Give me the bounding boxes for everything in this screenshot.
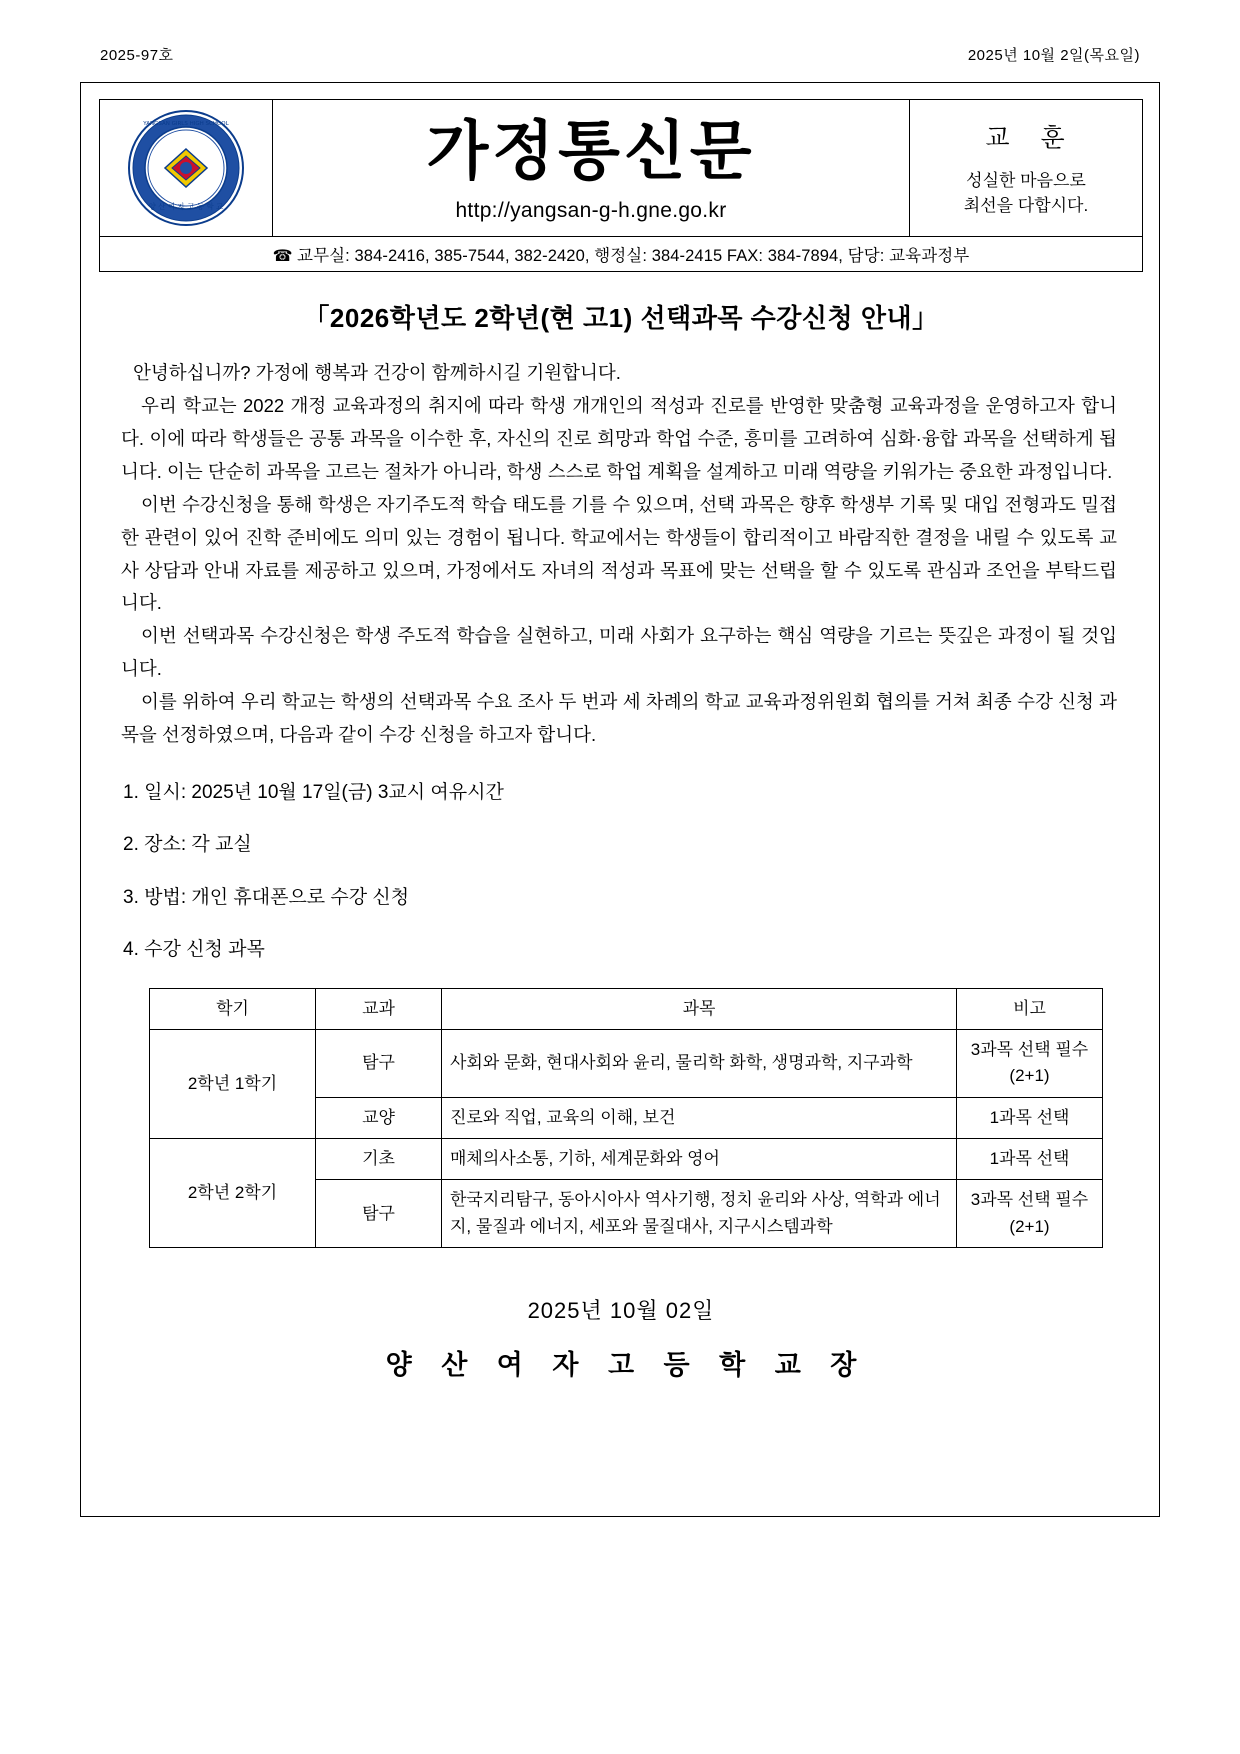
school-website-url[interactable]: http://yangsan-g-h.gne.go.kr (455, 198, 727, 222)
telephone-icon: ☎ (272, 248, 293, 265)
col-header-subjects: 과목 (442, 988, 957, 1029)
motto-cell (910, 100, 1143, 237)
paragraph-4: 이번 선택과목 수강신청은 학생 주도적 학습을 실현하고, 미래 사회가 요구하는 핵심 역량을 기르는 뜻깊은 과정이 될 것입니다. (121, 625, 1117, 680)
cell-subjects-3: 매체의사소통, 기하, 세계문화와 영어 (442, 1139, 957, 1180)
paragraph-3: 이번 수강신청을 통해 학생은 자기주도적 학습 태도를 기를 수 있으며, 선택 과목은 향후 학생부 기록 및 대입 전형과도 밀접한 관련이 있어 진학 준비에도 의미 있는 경험이 됩니다. 학교에서는 학생들이 합리적이고 바람직한 결정을 내릴 수 있도록 교사 상담과 안내 자료를 제공하고 있으며, 가정에서도 자녀의 적성과 목표에 맞는 선택을 할 수 있도록 관심과 조언을 부탁드립니다. (121, 493, 1117, 614)
subjects-table (149, 988, 1103, 1248)
cell-area-4: 탐구 (316, 1180, 442, 1248)
paragraph-1: 안녕하십니까? 가정에 행복과 건강이 함께하시길 기원합니다. (133, 362, 621, 383)
col-header-note: 비고 (957, 988, 1103, 1029)
numbered-items (99, 778, 1143, 966)
cell-note-1: 3과목 선택 필수(2+1) (957, 1029, 1103, 1097)
issue-date: 2025년 10월 2일(목요일) (967, 47, 1140, 64)
cell-subjects-2: 진로와 직업, 교육의 이해, 보건 (442, 1097, 957, 1138)
signature-date: 2025년 10월 02일 (527, 1298, 715, 1324)
svg-text:YANGSAN GIRLS HIGH SCHOOL: YANGSAN GIRLS HIGH SCHOOL (143, 121, 229, 127)
item-method: 3. 방법: 개인 휴대폰으로 수강 신청 (123, 886, 410, 908)
cell-area-1: 탐구 (316, 1029, 442, 1097)
col-header-term: 학기 (150, 988, 316, 1029)
subjects-table-wrapper (99, 988, 1143, 1248)
motto-line-1: 성실한 마음으로 (966, 170, 1086, 190)
item-date: 1. 일시: 2025년 10월 17일(금) 3교시 여유시간 (123, 782, 504, 804)
cell-subjects-1: 사회와 문화, 현대사회와 윤리, 물리학 화학, 생명과학, 지구과학 (442, 1029, 957, 1097)
col-header-area: 교과 (316, 988, 442, 1029)
document-header (100, 44, 1140, 65)
document-frame (80, 82, 1160, 1517)
item-subjects: 4. 수강 신청 과목 (123, 939, 265, 961)
cell-note-3: 1과목 선택 (957, 1139, 1103, 1180)
issue-number: 2025-97호 (100, 47, 174, 64)
contact-info: 교무실: 384-2416, 385-7544, 382-2420, 행정실: 384-2415 FAX: 384-7894, 담당: 교육과정부 (297, 247, 970, 265)
body-text (99, 357, 1143, 752)
cell-term-1: 2학년 1학기 (150, 1029, 316, 1138)
svg-text:양 산 여 자 고 등 학 교: 양 산 여 자 고 등 학 교 (148, 202, 224, 211)
cell-note-2: 1과목 선택 (957, 1097, 1103, 1138)
school-emblem-icon (127, 109, 245, 227)
newsletter-title: 가정통신문 (426, 115, 756, 190)
cell-area-3: 기초 (316, 1139, 442, 1180)
cell-area-2: 교양 (316, 1097, 442, 1138)
table-row (150, 1139, 1103, 1180)
table-row (150, 1029, 1103, 1097)
cell-note-4: 3과목 선택 필수(2+1) (957, 1180, 1103, 1248)
logo-cell (100, 100, 273, 237)
contact-cell (100, 237, 1143, 272)
cell-subjects-4: 한국지리탐구, 동아시아사 역사기행, 정치 윤리와 사상, 역학과 에너지, 물질과 에너지, 세포와 물질대사, 지구시스템과학 (442, 1180, 957, 1248)
cell-term-2: 2학년 2학기 (150, 1139, 316, 1248)
svg-text:Y S G H: Y S G H (172, 138, 200, 146)
table-header-row (150, 988, 1103, 1029)
item-place: 2. 장소: 각 교실 (123, 834, 252, 856)
signature-block (99, 1294, 1143, 1382)
paragraph-5: 이를 위하여 우리 학교는 학생의 선택과목 수요 조사 두 번과 세 차례의 학교 교육과정위원회 협의를 거쳐 최종 수강 신청 과목을 선정하였으며, 다음과 같이 수강 신청을 하고자 합니다. (121, 691, 1117, 746)
document-inner (99, 99, 1143, 1502)
page-title: 「2026학년도 2학년(현 고1) 선택과목 수강신청 안내」 (303, 303, 939, 333)
masthead-table (99, 99, 1143, 272)
motto-label: 교 훈 (985, 123, 1077, 152)
signature-school: 양 산 여 자 고 등 학 교 장 (385, 1350, 868, 1381)
title-cell (273, 100, 910, 237)
paragraph-2: 우리 학교는 2022 개정 교육과정의 취지에 따라 학생 개개인의 적성과 진로를 반영한 맞춤형 교육과정을 운영하고자 합니다. 이에 따라 학생들은 공통 과목을 이수한 후, 자신의 진로 희망과 학업 수준, 흥미를 고려하여 심화·융합 과목을 선택하게 됩니다. 이는 단순히 과목을 고르는 절차가 아니라, 학생 스스로 학업 계획을 설계하고 미래 역량을 키워가는 중요한 과정입니다. (121, 394, 1117, 482)
motto-line-2: 최선을 다합시다. (963, 196, 1089, 215)
